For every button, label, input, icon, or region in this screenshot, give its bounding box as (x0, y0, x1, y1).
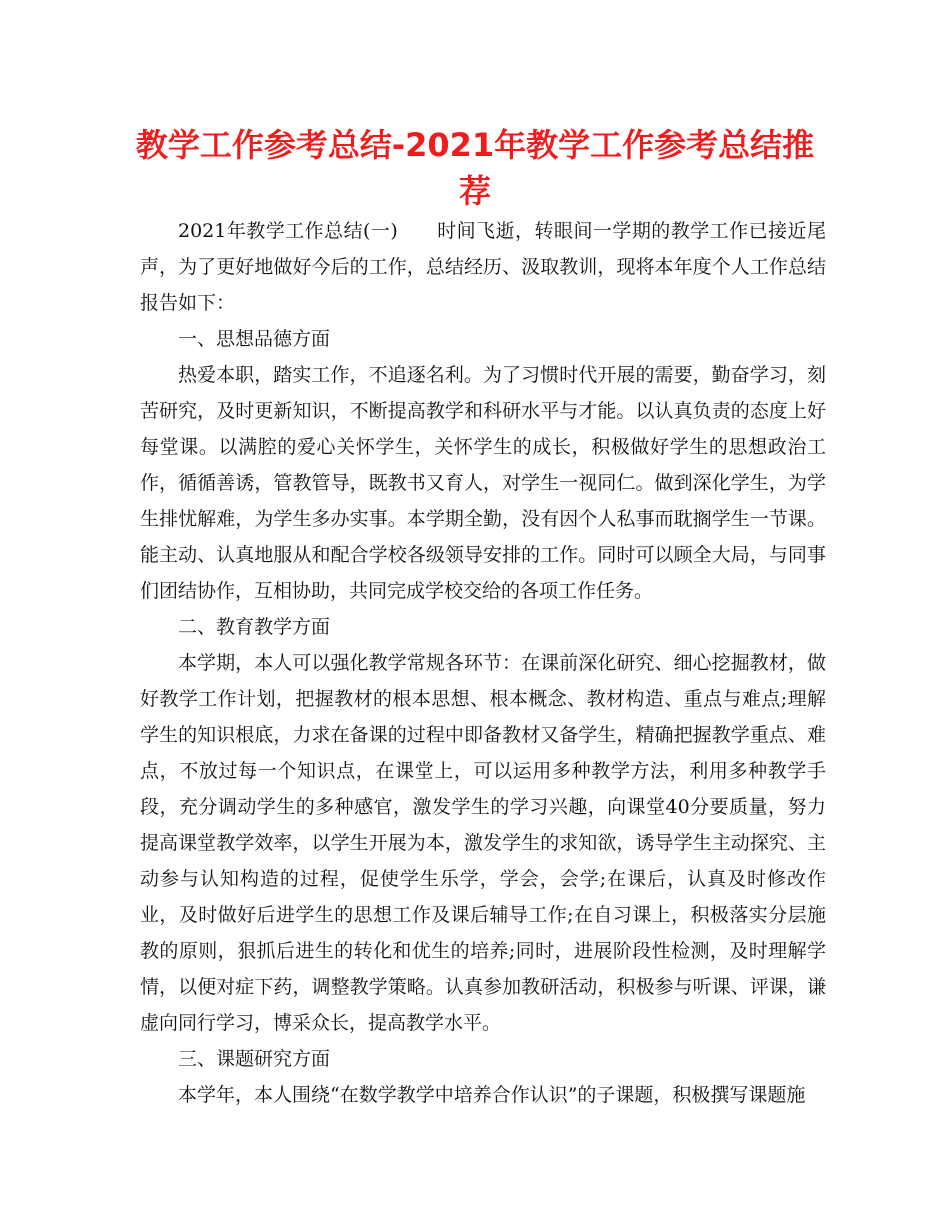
section-heading-teaching: 二、教育教学方面 (178, 616, 331, 638)
section-heading-research: 三、课题研究方面 (178, 1048, 331, 1070)
paragraph-teaching: 本学期，本人可以强化教学常规各环节：在课前深化研究、细心挖掘教材，做好教学工作计划，把握教材的根本思想、根本概念、教材构造、重点与难点;理解学生的知识根底，力求在备课的过程中即备教材又备学生，精确把握教学重点、难点，不放过每一个知识点，在课堂上，可以运用多种教学方法，利用多种教学手段，充分调动学生的多种感官，激发学生的学习兴趣，向课堂40分要质量，努力提高课堂教学效率，以学生开展为本，激发学生的求知欲，诱导学生主动探究、主动参与认知构造的过程，促使学生乐学，学会，会学;在课后，认真及时修改作业，及时做好后进学生的思想工作及课后辅导工作;在自习课上，积极落实分层施教的原则，狠抓后进生的转化和优生的培养;同时，进展阶段性检测，及时理解学情，以便对症下药，调整教学策略。认真参加教研活动，积极参与听课、评课，谦虚向同行学习，博采众长，提高教学水平。 (140, 652, 826, 1034)
paragraph-research: 本学年，本人围绕“在数学教学中培养合作认识”的子课题，积极撰写课题施 (178, 1084, 806, 1106)
paragraph-morality: 热爱本职，踏实工作，不追逐名利。为了习惯时代开展的需要，勤奋学习，刻苦研究，及时更新知识，不断提高教学和科研水平与才能。以认真负责的态度上好每堂课。以满腔的爱心关怀学生，关怀学生的成长，积极做好学生的思想政治工作，循循善诱，管教管导，既教书又育人，对学生一视同仁。做到深化学生，为学生排忧解难，为学生多办实事。本学期全勤，没有因个人私事而耽搁学生一节课。能主动、认真地服从和配合学校各级领导安排的工作。同时可以顾全大局，与同事们团结协作，互相协助，共同完成学校交给的各项工作任务。 (140, 364, 826, 602)
section-heading-morality: 一、思想品德方面 (178, 328, 331, 350)
document-title: 教学工作参考总结-2021年教学工作参考总结推荐 (135, 126, 815, 210)
paragraph-intro: 2021年教学工作总结(一) 时间飞逝，转眼间一学期的教学工作已接近尾声，为了更好地做好今后的工作，总结经历、汲取教训，现将本年度个人工作总结报告如下： (140, 220, 826, 314)
document-body (140, 213, 826, 1113)
